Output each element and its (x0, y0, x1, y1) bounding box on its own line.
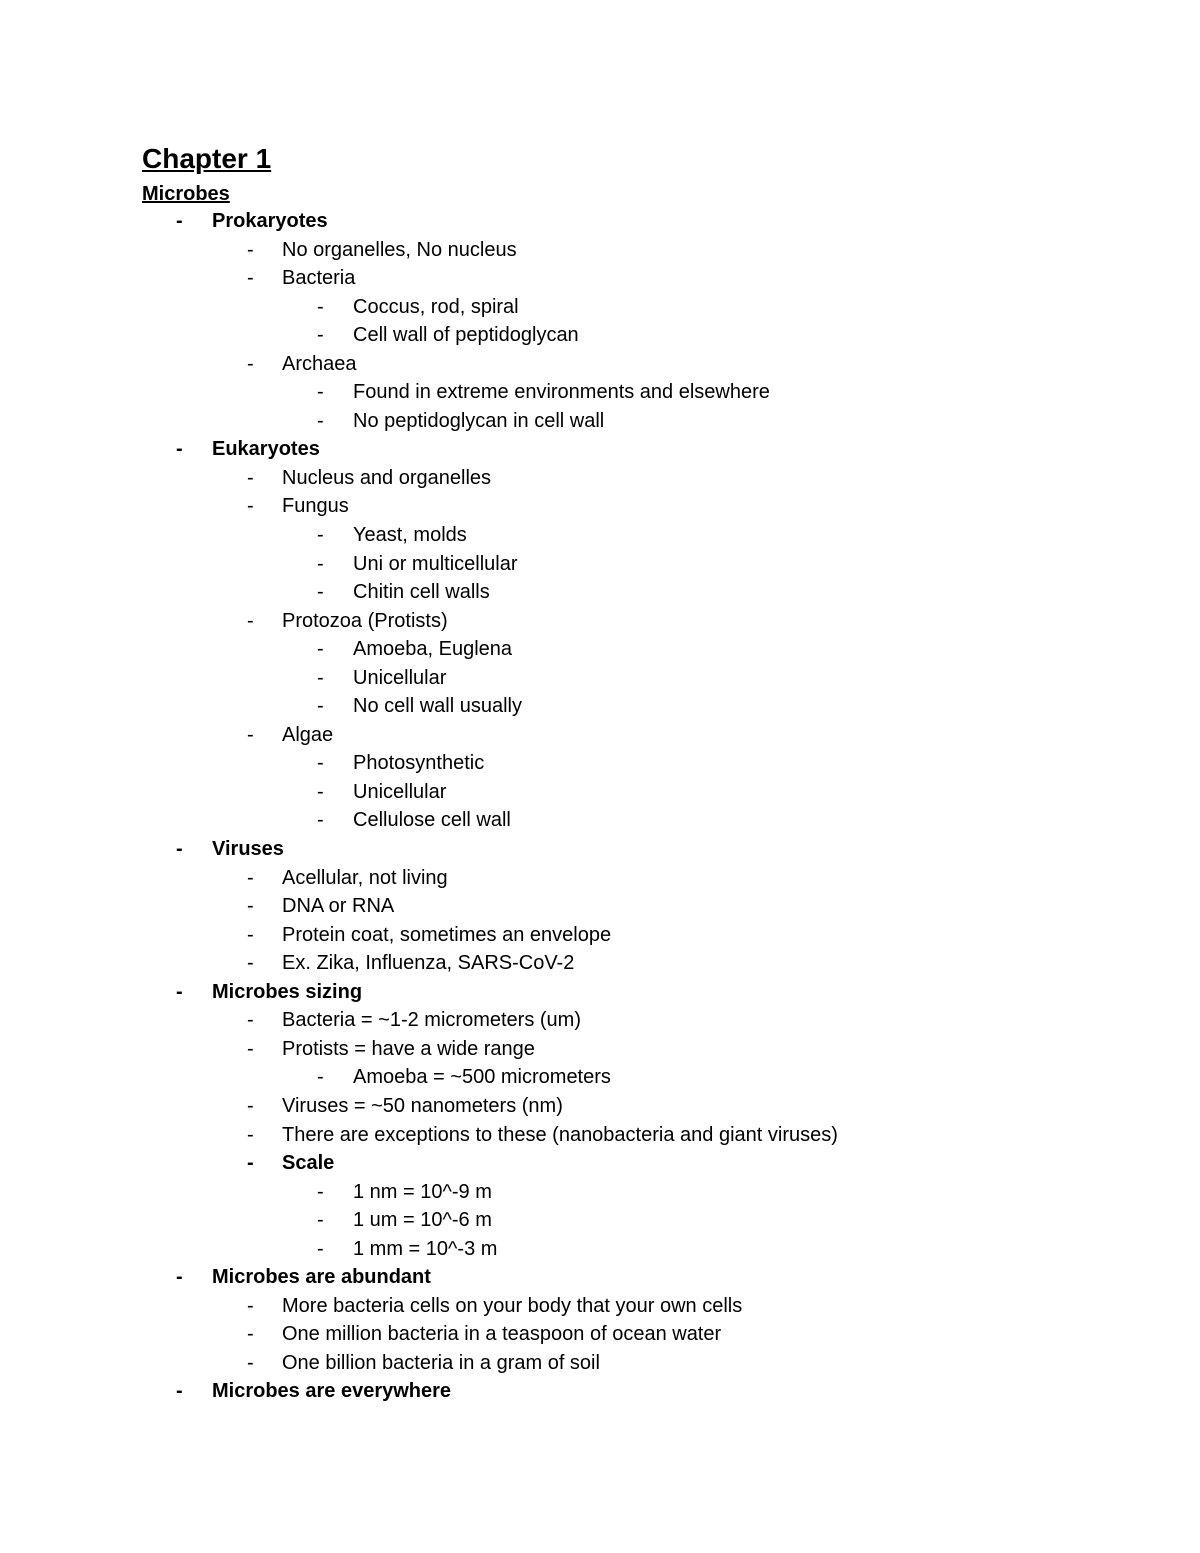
outline-item-text: Protists = have a wide range (282, 1037, 535, 1060)
outline-item-text: Bacteria (282, 267, 356, 290)
outline-item-text: There are exceptions to these (nanobacteria and giant viruses) (282, 1123, 838, 1146)
bullet-dash: - (317, 1180, 324, 1203)
bullet-dash: - (247, 1094, 254, 1117)
outline-item-text: Amoeba, Euglena (353, 638, 513, 661)
bullet-dash: - (176, 438, 183, 461)
outline-item-text: Cellulose cell wall (353, 809, 511, 832)
bullet-dash: - (247, 1037, 254, 1060)
outline-item-text: Microbes are everywhere (212, 1380, 452, 1403)
outline-item-text: DNA or RNA (282, 895, 395, 918)
bullet-dash: - (247, 1123, 254, 1146)
outline-item-text: Microbes sizing (212, 980, 363, 1003)
outline-item-text: One billion bacteria in a gram of soil (282, 1351, 600, 1374)
outline-item-text: Nucleus and organelles (282, 466, 492, 489)
outline-item-text: Bacteria = ~1-2 micrometers (um) (282, 1009, 581, 1032)
outline-item-text: Ex. Zika, Influenza, SARS-CoV-2 (282, 952, 575, 975)
bullet-dash: - (176, 980, 183, 1003)
outline-item-text: No organelles, No nucleus (282, 238, 517, 261)
bullet-dash: - (247, 1294, 254, 1317)
outline-item-text: No peptidoglycan in cell wall (353, 409, 605, 432)
outline-item-text: Unicellular (353, 780, 447, 803)
bullet-dash: - (247, 1152, 254, 1175)
section-title: Microbes (142, 183, 230, 205)
outline-item-text: Chitin cell walls (353, 581, 490, 604)
bullet-dash: - (247, 923, 254, 946)
outline-item-text: 1 mm = 10^-3 m (353, 1237, 498, 1260)
outline-item-text: Eukaryotes (212, 438, 320, 461)
outline-item-text: Uni or multicellular (353, 552, 518, 575)
bullet-dash: - (247, 723, 254, 746)
bullet-dash: - (317, 552, 324, 575)
bullet-dash: - (317, 1237, 324, 1260)
outline-item-text: Archaea (282, 352, 357, 375)
bullet-dash: - (317, 666, 324, 689)
bullet-dash: - (317, 409, 324, 432)
bullet-dash: - (176, 1380, 183, 1403)
outline-item-text: Cell wall of peptidoglycan (353, 324, 579, 347)
bullet-dash: - (247, 952, 254, 975)
outline-item-text: No cell wall usually (353, 695, 522, 718)
bullet-dash: - (317, 524, 324, 547)
outline-item-text: Microbes are abundant (212, 1266, 431, 1289)
bullet-dash: - (247, 352, 254, 375)
bullet-dash: - (247, 466, 254, 489)
outline-item-text: 1 nm = 10^-9 m (353, 1180, 492, 1203)
outline-item-text: Coccus, rod, spiral (353, 295, 519, 318)
outline-item-text: Viruses (212, 838, 284, 861)
outline-item-text: Protozoa (Protists) (282, 609, 448, 632)
bullet-dash: - (247, 895, 254, 918)
bullet-dash: - (317, 1066, 324, 1089)
bullet-dash: - (317, 780, 324, 803)
bullet-dash: - (247, 866, 254, 889)
bullet-dash: - (247, 609, 254, 632)
outline-item-text: Found in extreme environments and elsewhere (353, 381, 770, 404)
outline-item-text: Amoeba = ~500 micrometers (353, 1066, 611, 1089)
bullet-dash: - (317, 381, 324, 404)
bullet-dash: - (247, 267, 254, 290)
outline-item-text: Algae (282, 723, 334, 746)
bullet-dash: - (317, 295, 324, 318)
bullet-dash: - (176, 1266, 183, 1289)
outline-item-text: One million bacteria in a teaspoon of ocean water (282, 1323, 722, 1346)
outline-item-text: Acellular, not living (282, 866, 448, 889)
outline-item-text: Scale (282, 1152, 335, 1175)
bullet-dash: - (317, 324, 324, 347)
bullet-dash: - (176, 838, 183, 861)
outline-item-text: Yeast, molds (353, 524, 467, 547)
outline-item-text: Viruses = ~50 nanometers (nm) (282, 1094, 563, 1117)
bullet-dash: - (247, 1351, 254, 1374)
outline-item-text: Prokaryotes (212, 210, 328, 232)
bullet-dash: - (317, 638, 324, 661)
outline-item-text: More bacteria cells on your body that your own cells (282, 1294, 743, 1317)
bullet-dash: - (247, 1009, 254, 1032)
outline-item-text: Protein coat, sometimes an envelope (282, 923, 612, 946)
bullet-dash: - (317, 809, 324, 832)
bullet-dash: - (317, 695, 324, 718)
bullet-dash: - (176, 210, 183, 232)
outline-item-text: 1 um = 10^-6 m (353, 1209, 492, 1232)
outline-item-text: Unicellular (353, 666, 447, 689)
bullet-dash: - (247, 238, 254, 261)
chapter-title: Chapter 1 (142, 143, 272, 174)
bullet-dash: - (317, 581, 324, 604)
outline-item-text: Fungus (282, 495, 349, 518)
bullet-dash: - (317, 752, 324, 775)
bullet-dash: - (247, 1323, 254, 1346)
bullet-dash: - (317, 1209, 324, 1232)
bullet-dash: - (247, 495, 254, 518)
outline-item-text: Photosynthetic (353, 752, 485, 775)
